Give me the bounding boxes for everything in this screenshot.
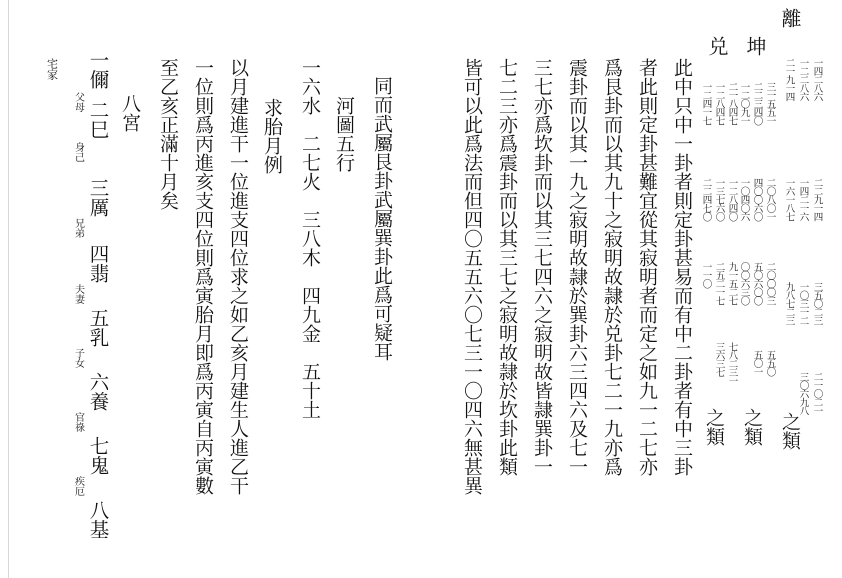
table-dui-k: 三六三七 [713,342,725,376]
table-kun-g: 二〇〇〇三 [764,262,776,305]
left-col-3: 一六水 二七火 三八木 四九金 五十土 [299,58,321,419]
table-dui-j: 七八二三一 [726,342,738,385]
left-col-7: 至乙亥正滿十月矣 [157,58,179,210]
left-col-2: 河圖五行 [333,96,355,172]
text-col-7: 皆可以此爲法而但四〇五五六〇七三一〇四六無甚異 [461,58,483,495]
palace-7: 七鬼 [86,436,110,475]
page-edge [8,0,9,578]
text-col-1: 此中只中一卦者則定卦甚易而有中二卦者有中三卦 [671,58,693,476]
table-dui-b: 一二八四七 [713,82,725,125]
palace-column [64,50,112,570]
left-col-6: 一位則爲丙進亥支四位則爲寅胎月即爲丙寅自丙寅數 [192,58,214,495]
table-dui-h: 二五二一七 [713,262,725,305]
zhi-lei-3: 之類 [703,408,725,446]
palace-4: 四翡 [86,244,110,283]
palace-note-2: 身己 [72,142,84,162]
palace-note-3: 兄弟 [72,218,84,238]
table-li-c: 二一九一四 [783,58,795,101]
table-dui-a: 二一八四七 [726,82,738,125]
table-li-b: 一二二八六 [797,58,809,101]
table-kun-c: 一二〇九一 [738,82,750,125]
left-col-1: 同而武屬艮卦武屬巽卦此爲可疑耳 [371,76,393,361]
table-li-j: 二一〇二一 [811,372,823,415]
corner-note: 宅家 [45,58,59,80]
table-li-g: 三五〇二三 [811,282,823,325]
header-dui: 兑 [705,36,729,56]
table-kun-d: 二〇八〇一 [764,178,776,221]
zhi-lei-2: 之類 [741,408,763,446]
table-kun-k: 五〇一 [751,350,763,376]
table-li-i: 九八七二三 [783,282,795,325]
table-kun-i: 〇〇六三〇 [738,262,750,305]
palace-note-1: 父母 [72,92,84,112]
text-col-6: 七二三亦爲震卦而以其三七之寂明故隷於坎卦此類 [496,58,518,476]
palace-note-4: 夫妻 [72,284,84,304]
palace-6: 六養 [86,372,110,411]
palace-3: 三厲 [86,178,110,217]
text-col-5: 三七亦爲坎卦而以其三七四六之寂明故皆隷巽卦一 [531,58,553,476]
palace-1: 一儞 [86,50,110,89]
palace-note-5: 子女 [72,348,84,368]
table-kun-f: 一〇四〇六 [738,178,750,221]
text-col-2: 者此則定卦甚難宜從其寂明者而定之如九一二七亦 [636,58,658,476]
table-li-a: 一四二八六 [811,58,823,101]
table-li-h: 一〇三一二 [797,282,809,325]
left-col-5: 以月建進干一位進支四位求之如乙亥月建生人進乙干 [227,58,249,495]
zhi-lei-1: 之類 [779,412,801,450]
table-dui-f: 二二四七〇 [700,178,712,221]
table-li-k: 三〇六九八 [797,372,809,415]
table-dui-c: 一二四一七 [700,82,712,125]
table-li-e: 一四二一六 [797,178,809,221]
text-col-3: 爲艮卦而以其九十之寂明故隷於兑卦七二一九亦爲 [601,58,623,476]
table-kun-h: 五〇六〇〇 [751,262,763,305]
palace-5: 五乳 [86,308,110,347]
table-kun-j: 五五〇 [764,350,776,376]
palace-8: 八基 [86,500,110,539]
table-dui-i: 一一〇 [700,262,712,288]
text-col-4: 震卦而以其一九之寂明故隷於巽卦六三四六及七一 [566,58,588,476]
table-kun-e: 四〇〇六〇 [751,178,763,221]
table-kun-a: 三一五五一 [764,82,776,125]
palace-note-7: 疾厄 [72,476,84,496]
palace-note-6: 官祿 [72,412,84,432]
table-dui-g: 九一五二七 [726,262,738,305]
palace-2: 二巳 [86,100,110,139]
table-dui-d: 一二八四〇 [726,178,738,221]
table-kun-b: 二二三四〇 [751,82,763,125]
header-li: 離 [778,8,802,28]
table-li-f: 一六一八七 [783,178,795,221]
table-li-d: 二二九一四 [811,178,823,221]
table-dui-e: 一三七六〇 [713,178,725,221]
left-col-4: 求胎月例 [261,98,283,174]
left-col-8: 八宮 [119,94,141,132]
header-kun: 坤 [743,36,767,56]
